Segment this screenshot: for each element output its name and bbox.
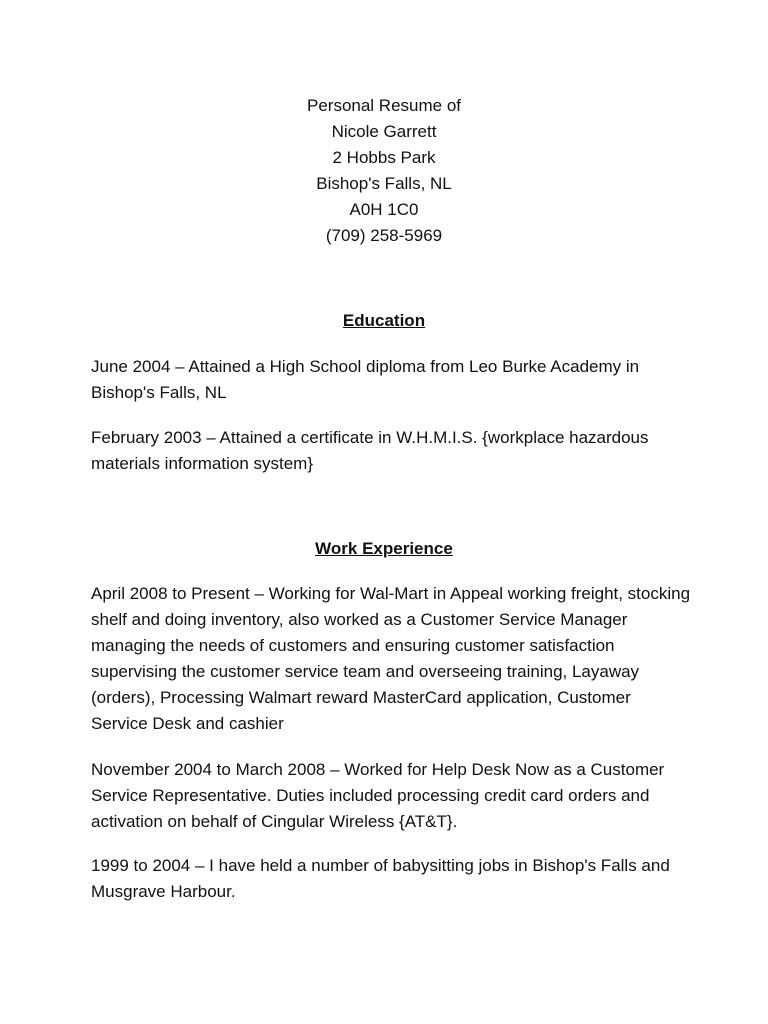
city-province: Bishop's Falls, NL <box>316 174 452 193</box>
work-entry: 1999 to 2004 – I have held a number of babysitting jobs in Bishop's Falls and Musgrave Harbour. <box>91 856 670 901</box>
education-entry: June 2004 – Attained a High School diploma from Leo Burke Academy in Bishop's Falls, NL <box>91 357 640 402</box>
education-entry: February 2003 – Attained a certificate in W.H.M.I.S. {workplace hazardous materials information system} <box>91 428 649 473</box>
phone-number: (709) 258-5969 <box>325 226 443 245</box>
education-heading: Education <box>342 311 426 330</box>
street-address: 2 Hobbs Park <box>332 148 436 167</box>
resume-title: Personal Resume of <box>306 96 462 115</box>
applicant-name: Nicole Garrett <box>331 122 437 141</box>
resume-header <box>0 93 768 249</box>
work-entry: November 2004 to March 2008 – Worked for Help Desk Now as a Customer Service Representative. Duties included processing credit card orders and activation on behalf of Cingular Wireless {AT&T}. <box>91 760 665 831</box>
postal-code: A0H 1C0 <box>349 200 419 219</box>
work-entry: April 2008 to Present – Working for Wal-Mart in Appeal working freight, stocking shelf and doing inventory, also worked as a Customer Service Manager managing the needs of customers and ensuring customer satisfaction supervising the customer service team and overseeing training, Layaway (orders), Processing Walmart reward MasterCard application, Customer Service Desk and cashier <box>91 584 691 733</box>
work-experience-heading: Work Experience <box>315 539 453 558</box>
